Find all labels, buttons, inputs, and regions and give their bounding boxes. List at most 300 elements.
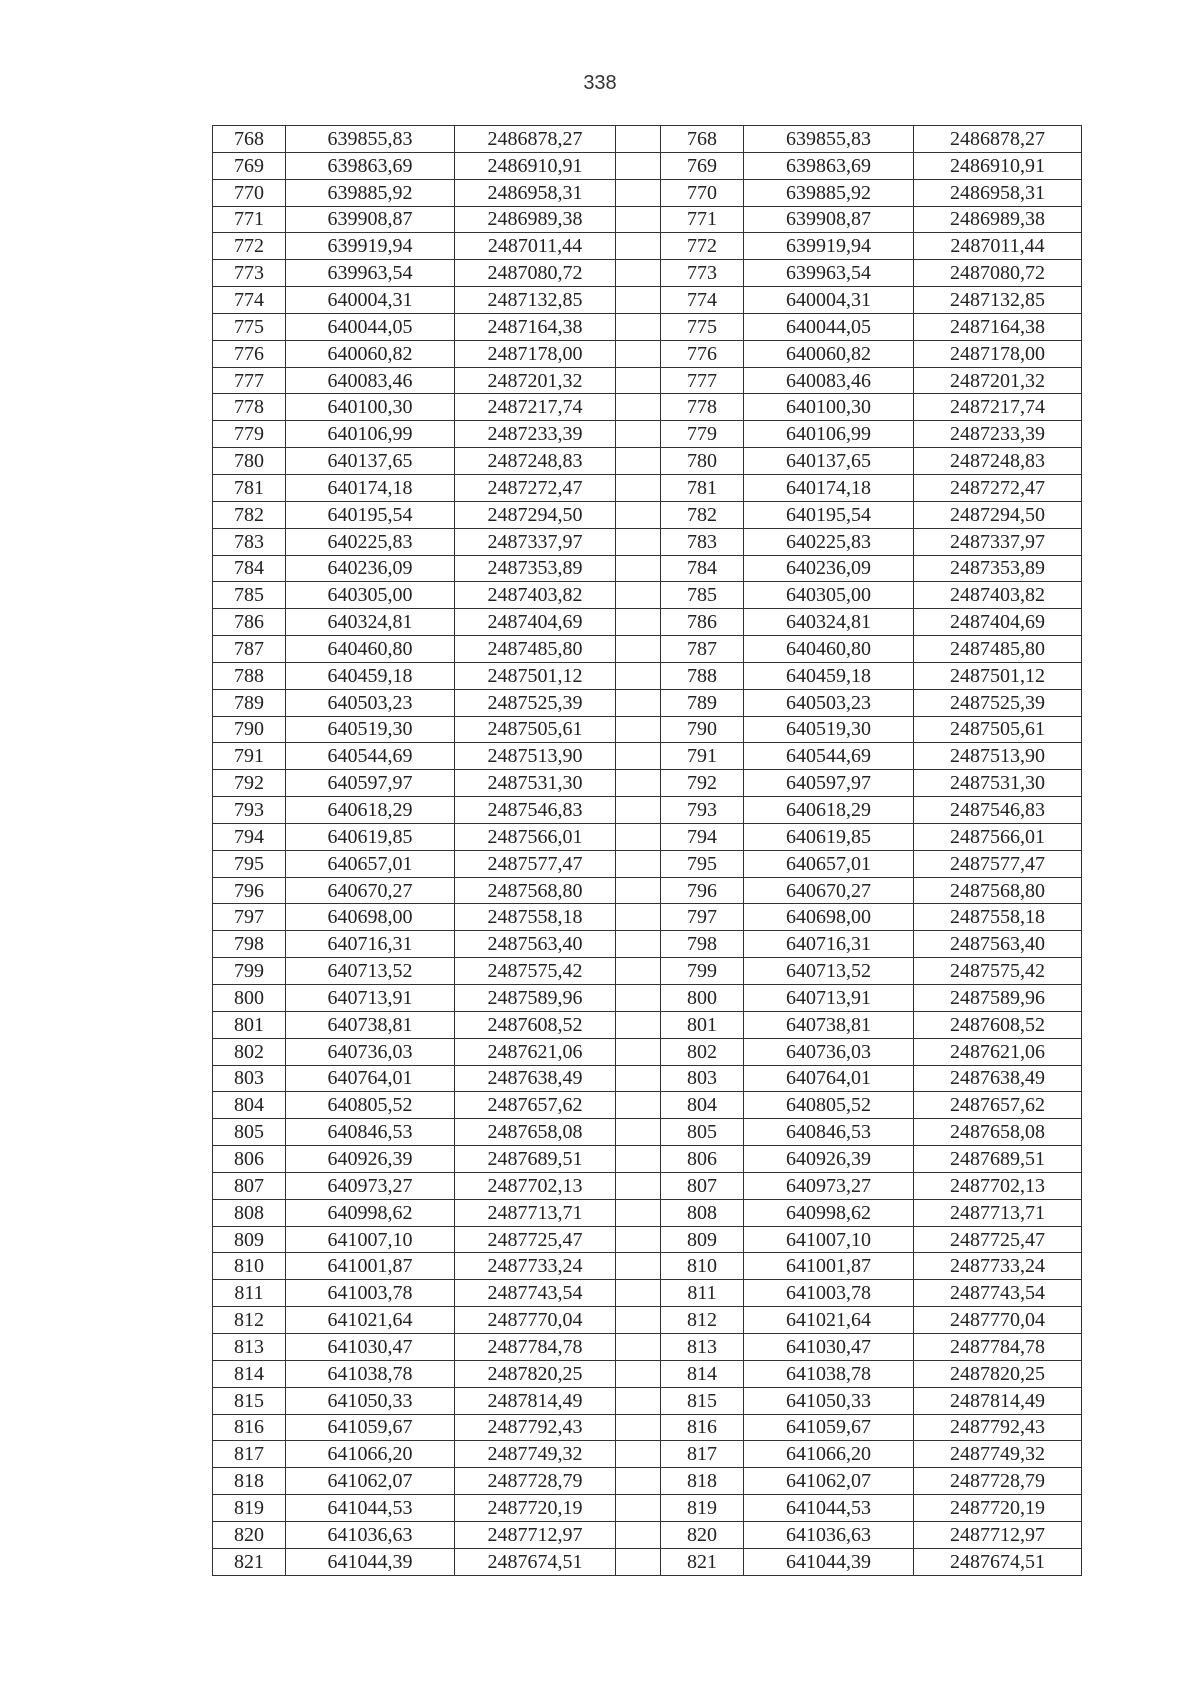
empty-spacer-cell	[616, 1521, 661, 1548]
left-y-coordinate-cell: 2487577,47	[455, 850, 616, 877]
left-y-coordinate-cell: 2487784,78	[455, 1333, 616, 1360]
right-point-number-cell: 795	[661, 850, 744, 877]
left-point-number-cell: 803	[213, 1065, 286, 1092]
right-x-coordinate-cell: 640305,00	[744, 582, 914, 609]
right-y-coordinate-cell: 2487577,47	[914, 850, 1082, 877]
left-point-number-cell: 810	[213, 1253, 286, 1280]
table-row	[213, 1333, 1082, 1360]
right-y-coordinate-cell: 2487792,43	[914, 1414, 1082, 1441]
left-point-number-cell: 777	[213, 367, 286, 394]
right-y-coordinate-cell: 2487749,32	[914, 1441, 1082, 1468]
right-x-coordinate-cell: 640619,85	[744, 823, 914, 850]
left-point-number-cell: 774	[213, 287, 286, 314]
empty-spacer-cell	[616, 126, 661, 153]
left-y-coordinate-cell: 2486989,38	[455, 206, 616, 233]
empty-spacer-cell	[616, 985, 661, 1012]
right-y-coordinate-cell: 2487403,82	[914, 582, 1082, 609]
left-point-number-cell: 792	[213, 770, 286, 797]
left-y-coordinate-cell: 2487657,62	[455, 1092, 616, 1119]
right-y-coordinate-cell: 2487525,39	[914, 689, 1082, 716]
left-x-coordinate-cell: 640225,83	[286, 528, 455, 555]
table-row	[213, 582, 1082, 609]
left-x-coordinate-cell: 640713,91	[286, 985, 455, 1012]
left-point-number-cell: 783	[213, 528, 286, 555]
right-x-coordinate-cell: 640926,39	[744, 1146, 914, 1173]
table-row	[213, 850, 1082, 877]
left-y-coordinate-cell: 2487749,32	[455, 1441, 616, 1468]
left-point-number-cell: 791	[213, 743, 286, 770]
table-row	[213, 1387, 1082, 1414]
table-row	[213, 689, 1082, 716]
right-y-coordinate-cell: 2487638,49	[914, 1065, 1082, 1092]
left-y-coordinate-cell: 2487563,40	[455, 931, 616, 958]
right-y-coordinate-cell: 2487563,40	[914, 931, 1082, 958]
empty-spacer-cell	[616, 1011, 661, 1038]
right-x-coordinate-cell: 640225,83	[744, 528, 914, 555]
right-x-coordinate-cell: 640736,03	[744, 1038, 914, 1065]
table-row	[213, 877, 1082, 904]
empty-spacer-cell	[616, 1333, 661, 1360]
right-point-number-cell: 778	[661, 394, 744, 421]
left-x-coordinate-cell: 640973,27	[286, 1172, 455, 1199]
left-x-coordinate-cell: 640805,52	[286, 1092, 455, 1119]
right-y-coordinate-cell: 2487568,80	[914, 877, 1082, 904]
empty-spacer-cell	[616, 797, 661, 824]
table-row	[213, 233, 1082, 260]
left-y-coordinate-cell: 2487713,71	[455, 1199, 616, 1226]
left-y-coordinate-cell: 2486910,91	[455, 152, 616, 179]
empty-spacer-cell	[616, 1468, 661, 1495]
right-x-coordinate-cell: 640083,46	[744, 367, 914, 394]
left-point-number-cell: 776	[213, 340, 286, 367]
left-point-number-cell: 816	[213, 1414, 286, 1441]
right-point-number-cell: 770	[661, 179, 744, 206]
left-x-coordinate-cell: 640926,39	[286, 1146, 455, 1173]
right-x-coordinate-cell: 641021,64	[744, 1307, 914, 1334]
right-point-number-cell: 798	[661, 931, 744, 958]
left-x-coordinate-cell: 641036,63	[286, 1521, 455, 1548]
left-y-coordinate-cell: 2487733,24	[455, 1253, 616, 1280]
right-x-coordinate-cell: 640597,97	[744, 770, 914, 797]
right-x-coordinate-cell: 640195,54	[744, 501, 914, 528]
right-point-number-cell: 773	[661, 260, 744, 287]
left-x-coordinate-cell: 640324,81	[286, 609, 455, 636]
right-y-coordinate-cell: 2487820,25	[914, 1360, 1082, 1387]
right-x-coordinate-cell: 641050,33	[744, 1387, 914, 1414]
empty-spacer-cell	[616, 313, 661, 340]
right-point-number-cell: 782	[661, 501, 744, 528]
empty-spacer-cell	[616, 1119, 661, 1146]
left-x-coordinate-cell: 641003,78	[286, 1280, 455, 1307]
right-x-coordinate-cell: 641036,63	[744, 1521, 914, 1548]
right-y-coordinate-cell: 2487513,90	[914, 743, 1082, 770]
left-y-coordinate-cell: 2487546,83	[455, 797, 616, 824]
empty-spacer-cell	[616, 1146, 661, 1173]
table-row	[213, 1065, 1082, 1092]
table-row	[213, 1414, 1082, 1441]
left-y-coordinate-cell: 2487272,47	[455, 474, 616, 501]
left-x-coordinate-cell: 640195,54	[286, 501, 455, 528]
left-y-coordinate-cell: 2487485,80	[455, 636, 616, 663]
empty-spacer-cell	[616, 1307, 661, 1334]
right-x-coordinate-cell: 639885,92	[744, 179, 914, 206]
left-point-number-cell: 797	[213, 904, 286, 931]
left-x-coordinate-cell: 641038,78	[286, 1360, 455, 1387]
table-row	[213, 528, 1082, 555]
left-y-coordinate-cell: 2486958,31	[455, 179, 616, 206]
left-y-coordinate-cell: 2487525,39	[455, 689, 616, 716]
empty-spacer-cell	[616, 1441, 661, 1468]
left-point-number-cell: 781	[213, 474, 286, 501]
empty-spacer-cell	[616, 421, 661, 448]
table-row	[213, 1548, 1082, 1575]
left-point-number-cell: 793	[213, 797, 286, 824]
left-x-coordinate-cell: 640044,05	[286, 313, 455, 340]
coordinates-table-body	[213, 126, 1082, 1576]
left-point-number-cell: 779	[213, 421, 286, 448]
left-x-coordinate-cell: 641044,53	[286, 1495, 455, 1522]
right-point-number-cell: 821	[661, 1548, 744, 1575]
left-x-coordinate-cell: 639863,69	[286, 152, 455, 179]
empty-spacer-cell	[616, 1387, 661, 1414]
left-point-number-cell: 818	[213, 1468, 286, 1495]
left-x-coordinate-cell: 640519,30	[286, 716, 455, 743]
left-x-coordinate-cell: 640460,80	[286, 636, 455, 663]
right-point-number-cell: 813	[661, 1333, 744, 1360]
right-y-coordinate-cell: 2486878,27	[914, 126, 1082, 153]
left-point-number-cell: 772	[213, 233, 286, 260]
left-x-coordinate-cell: 639919,94	[286, 233, 455, 260]
right-y-coordinate-cell: 2487558,18	[914, 904, 1082, 931]
left-y-coordinate-cell: 2487403,82	[455, 582, 616, 609]
right-y-coordinate-cell: 2486989,38	[914, 206, 1082, 233]
table-row	[213, 931, 1082, 958]
left-y-coordinate-cell: 2487294,50	[455, 501, 616, 528]
left-point-number-cell: 773	[213, 260, 286, 287]
left-y-coordinate-cell: 2487658,08	[455, 1119, 616, 1146]
empty-spacer-cell	[616, 958, 661, 985]
table-row	[213, 743, 1082, 770]
left-y-coordinate-cell: 2487589,96	[455, 985, 616, 1012]
left-y-coordinate-cell: 2487743,54	[455, 1280, 616, 1307]
right-point-number-cell: 785	[661, 582, 744, 609]
right-y-coordinate-cell: 2487337,97	[914, 528, 1082, 555]
left-point-number-cell: 804	[213, 1092, 286, 1119]
left-point-number-cell: 796	[213, 877, 286, 904]
left-y-coordinate-cell: 2487337,97	[455, 528, 616, 555]
right-y-coordinate-cell: 2487546,83	[914, 797, 1082, 824]
left-x-coordinate-cell: 640618,29	[286, 797, 455, 824]
left-x-coordinate-cell: 640698,00	[286, 904, 455, 931]
left-y-coordinate-cell: 2487178,00	[455, 340, 616, 367]
right-y-coordinate-cell: 2487011,44	[914, 233, 1082, 260]
left-point-number-cell: 775	[213, 313, 286, 340]
left-point-number-cell: 769	[213, 152, 286, 179]
empty-spacer-cell	[616, 1092, 661, 1119]
table-row	[213, 421, 1082, 448]
left-y-coordinate-cell: 2486878,27	[455, 126, 616, 153]
left-x-coordinate-cell: 640459,18	[286, 662, 455, 689]
left-y-coordinate-cell: 2487674,51	[455, 1548, 616, 1575]
table-row	[213, 823, 1082, 850]
table-row	[213, 1495, 1082, 1522]
right-point-number-cell: 816	[661, 1414, 744, 1441]
left-y-coordinate-cell: 2487353,89	[455, 555, 616, 582]
empty-spacer-cell	[616, 233, 661, 260]
right-point-number-cell: 788	[661, 662, 744, 689]
table-row	[213, 448, 1082, 475]
right-x-coordinate-cell: 640137,65	[744, 448, 914, 475]
empty-spacer-cell	[616, 662, 661, 689]
right-x-coordinate-cell: 640716,31	[744, 931, 914, 958]
left-y-coordinate-cell: 2487164,38	[455, 313, 616, 340]
right-x-coordinate-cell: 640460,80	[744, 636, 914, 663]
left-point-number-cell: 780	[213, 448, 286, 475]
empty-spacer-cell	[616, 850, 661, 877]
right-x-coordinate-cell: 641007,10	[744, 1226, 914, 1253]
right-point-number-cell: 769	[661, 152, 744, 179]
left-x-coordinate-cell: 641062,07	[286, 1468, 455, 1495]
coordinates-table	[212, 125, 1082, 1576]
right-x-coordinate-cell: 639908,87	[744, 206, 914, 233]
left-x-coordinate-cell: 640670,27	[286, 877, 455, 904]
right-y-coordinate-cell: 2487733,24	[914, 1253, 1082, 1280]
right-point-number-cell: 801	[661, 1011, 744, 1038]
left-x-coordinate-cell: 640998,62	[286, 1199, 455, 1226]
right-y-coordinate-cell: 2487712,97	[914, 1521, 1082, 1548]
left-x-coordinate-cell: 640004,31	[286, 287, 455, 314]
right-point-number-cell: 805	[661, 1119, 744, 1146]
right-x-coordinate-cell: 641038,78	[744, 1360, 914, 1387]
right-y-coordinate-cell: 2487485,80	[914, 636, 1082, 663]
empty-spacer-cell	[616, 636, 661, 663]
right-point-number-cell: 802	[661, 1038, 744, 1065]
right-x-coordinate-cell: 640698,00	[744, 904, 914, 931]
left-y-coordinate-cell: 2487725,47	[455, 1226, 616, 1253]
right-x-coordinate-cell: 639863,69	[744, 152, 914, 179]
left-point-number-cell: 812	[213, 1307, 286, 1334]
table-row	[213, 555, 1082, 582]
left-x-coordinate-cell: 640738,81	[286, 1011, 455, 1038]
right-point-number-cell: 793	[661, 797, 744, 824]
right-point-number-cell: 772	[661, 233, 744, 260]
right-x-coordinate-cell: 640805,52	[744, 1092, 914, 1119]
right-point-number-cell: 804	[661, 1092, 744, 1119]
left-y-coordinate-cell: 2487513,90	[455, 743, 616, 770]
right-x-coordinate-cell: 640324,81	[744, 609, 914, 636]
right-x-coordinate-cell: 640236,09	[744, 555, 914, 582]
empty-spacer-cell	[616, 904, 661, 931]
table-row	[213, 1146, 1082, 1173]
left-point-number-cell: 770	[213, 179, 286, 206]
table-row	[213, 260, 1082, 287]
table-row	[213, 636, 1082, 663]
left-y-coordinate-cell: 2487505,61	[455, 716, 616, 743]
table-row	[213, 501, 1082, 528]
right-point-number-cell: 806	[661, 1146, 744, 1173]
left-point-number-cell: 807	[213, 1172, 286, 1199]
right-x-coordinate-cell: 641059,67	[744, 1414, 914, 1441]
right-point-number-cell: 780	[661, 448, 744, 475]
table-row	[213, 474, 1082, 501]
left-point-number-cell: 800	[213, 985, 286, 1012]
left-y-coordinate-cell: 2487233,39	[455, 421, 616, 448]
right-x-coordinate-cell: 641062,07	[744, 1468, 914, 1495]
left-x-coordinate-cell: 640597,97	[286, 770, 455, 797]
table-row	[213, 367, 1082, 394]
empty-spacer-cell	[616, 1172, 661, 1199]
right-x-coordinate-cell: 639855,83	[744, 126, 914, 153]
left-x-coordinate-cell: 640236,09	[286, 555, 455, 582]
empty-spacer-cell	[616, 394, 661, 421]
left-point-number-cell: 787	[213, 636, 286, 663]
right-y-coordinate-cell: 2487505,61	[914, 716, 1082, 743]
right-x-coordinate-cell: 640998,62	[744, 1199, 914, 1226]
right-y-coordinate-cell: 2487658,08	[914, 1119, 1082, 1146]
left-x-coordinate-cell: 640544,69	[286, 743, 455, 770]
right-y-coordinate-cell: 2487702,13	[914, 1172, 1082, 1199]
right-y-coordinate-cell: 2487080,72	[914, 260, 1082, 287]
right-point-number-cell: 812	[661, 1307, 744, 1334]
right-y-coordinate-cell: 2487814,49	[914, 1387, 1082, 1414]
empty-spacer-cell	[616, 716, 661, 743]
left-point-number-cell: 768	[213, 126, 286, 153]
right-y-coordinate-cell: 2487272,47	[914, 474, 1082, 501]
right-y-coordinate-cell: 2487132,85	[914, 287, 1082, 314]
right-y-coordinate-cell: 2487294,50	[914, 501, 1082, 528]
right-point-number-cell: 815	[661, 1387, 744, 1414]
page-number: 338	[583, 72, 617, 94]
right-y-coordinate-cell: 2487725,47	[914, 1226, 1082, 1253]
right-x-coordinate-cell: 640044,05	[744, 313, 914, 340]
left-y-coordinate-cell: 2487621,06	[455, 1038, 616, 1065]
right-point-number-cell: 817	[661, 1441, 744, 1468]
right-y-coordinate-cell: 2487621,06	[914, 1038, 1082, 1065]
table-row	[213, 1253, 1082, 1280]
left-point-number-cell: 805	[213, 1119, 286, 1146]
left-point-number-cell: 795	[213, 850, 286, 877]
right-y-coordinate-cell: 2487713,71	[914, 1199, 1082, 1226]
empty-spacer-cell	[616, 1038, 661, 1065]
table-row	[213, 958, 1082, 985]
right-y-coordinate-cell: 2487164,38	[914, 313, 1082, 340]
right-point-number-cell: 820	[661, 1521, 744, 1548]
right-y-coordinate-cell: 2487770,04	[914, 1307, 1082, 1334]
left-point-number-cell: 819	[213, 1495, 286, 1522]
left-point-number-cell: 790	[213, 716, 286, 743]
left-y-coordinate-cell: 2487080,72	[455, 260, 616, 287]
right-y-coordinate-cell: 2487784,78	[914, 1333, 1082, 1360]
left-point-number-cell: 806	[213, 1146, 286, 1173]
right-point-number-cell: 814	[661, 1360, 744, 1387]
table-row	[213, 904, 1082, 931]
right-y-coordinate-cell: 2487689,51	[914, 1146, 1082, 1173]
right-point-number-cell: 786	[661, 609, 744, 636]
left-point-number-cell: 814	[213, 1360, 286, 1387]
left-y-coordinate-cell: 2487248,83	[455, 448, 616, 475]
right-point-number-cell: 800	[661, 985, 744, 1012]
left-point-number-cell: 821	[213, 1548, 286, 1575]
right-x-coordinate-cell: 640973,27	[744, 1172, 914, 1199]
table-row	[213, 126, 1082, 153]
right-x-coordinate-cell: 640846,53	[744, 1119, 914, 1146]
left-point-number-cell: 799	[213, 958, 286, 985]
right-y-coordinate-cell: 2487248,83	[914, 448, 1082, 475]
right-y-coordinate-cell: 2487575,42	[914, 958, 1082, 985]
left-y-coordinate-cell: 2487011,44	[455, 233, 616, 260]
empty-spacer-cell	[616, 1226, 661, 1253]
left-y-coordinate-cell: 2487608,52	[455, 1011, 616, 1038]
right-point-number-cell: 774	[661, 287, 744, 314]
right-x-coordinate-cell: 640657,01	[744, 850, 914, 877]
left-x-coordinate-cell: 640657,01	[286, 850, 455, 877]
empty-spacer-cell	[616, 1548, 661, 1575]
left-y-coordinate-cell: 2487792,43	[455, 1414, 616, 1441]
left-y-coordinate-cell: 2487712,97	[455, 1521, 616, 1548]
left-point-number-cell: 782	[213, 501, 286, 528]
left-point-number-cell: 820	[213, 1521, 286, 1548]
right-x-coordinate-cell: 640106,99	[744, 421, 914, 448]
empty-spacer-cell	[616, 1495, 661, 1522]
right-x-coordinate-cell: 640670,27	[744, 877, 914, 904]
table-row	[213, 1172, 1082, 1199]
table-row	[213, 1521, 1082, 1548]
left-y-coordinate-cell: 2487575,42	[455, 958, 616, 985]
empty-spacer-cell	[616, 474, 661, 501]
right-point-number-cell: 792	[661, 770, 744, 797]
table-row	[213, 1092, 1082, 1119]
left-y-coordinate-cell: 2487217,74	[455, 394, 616, 421]
table-row	[213, 797, 1082, 824]
right-y-coordinate-cell: 2487531,30	[914, 770, 1082, 797]
right-point-number-cell: 776	[661, 340, 744, 367]
left-y-coordinate-cell: 2487568,80	[455, 877, 616, 904]
left-x-coordinate-cell: 640764,01	[286, 1065, 455, 1092]
right-point-number-cell: 809	[661, 1226, 744, 1253]
empty-spacer-cell	[616, 770, 661, 797]
right-point-number-cell: 808	[661, 1199, 744, 1226]
left-y-coordinate-cell: 2487531,30	[455, 770, 616, 797]
empty-spacer-cell	[616, 743, 661, 770]
table-row	[213, 1468, 1082, 1495]
table-row	[213, 394, 1082, 421]
right-y-coordinate-cell: 2487178,00	[914, 340, 1082, 367]
right-point-number-cell: 768	[661, 126, 744, 153]
right-y-coordinate-cell: 2487201,32	[914, 367, 1082, 394]
right-point-number-cell: 791	[661, 743, 744, 770]
left-point-number-cell: 771	[213, 206, 286, 233]
right-point-number-cell: 784	[661, 555, 744, 582]
left-x-coordinate-cell: 640619,85	[286, 823, 455, 850]
right-x-coordinate-cell: 639919,94	[744, 233, 914, 260]
right-y-coordinate-cell: 2487728,79	[914, 1468, 1082, 1495]
table-row	[213, 152, 1082, 179]
empty-spacer-cell	[616, 582, 661, 609]
right-x-coordinate-cell: 639963,54	[744, 260, 914, 287]
empty-spacer-cell	[616, 609, 661, 636]
left-point-number-cell: 817	[213, 1441, 286, 1468]
right-x-coordinate-cell: 640503,23	[744, 689, 914, 716]
empty-spacer-cell	[616, 1360, 661, 1387]
empty-spacer-cell	[616, 1414, 661, 1441]
table-row	[213, 179, 1082, 206]
right-x-coordinate-cell: 641044,39	[744, 1548, 914, 1575]
empty-spacer-cell	[616, 179, 661, 206]
left-point-number-cell: 789	[213, 689, 286, 716]
right-point-number-cell: 771	[661, 206, 744, 233]
empty-spacer-cell	[616, 501, 661, 528]
table-row	[213, 206, 1082, 233]
